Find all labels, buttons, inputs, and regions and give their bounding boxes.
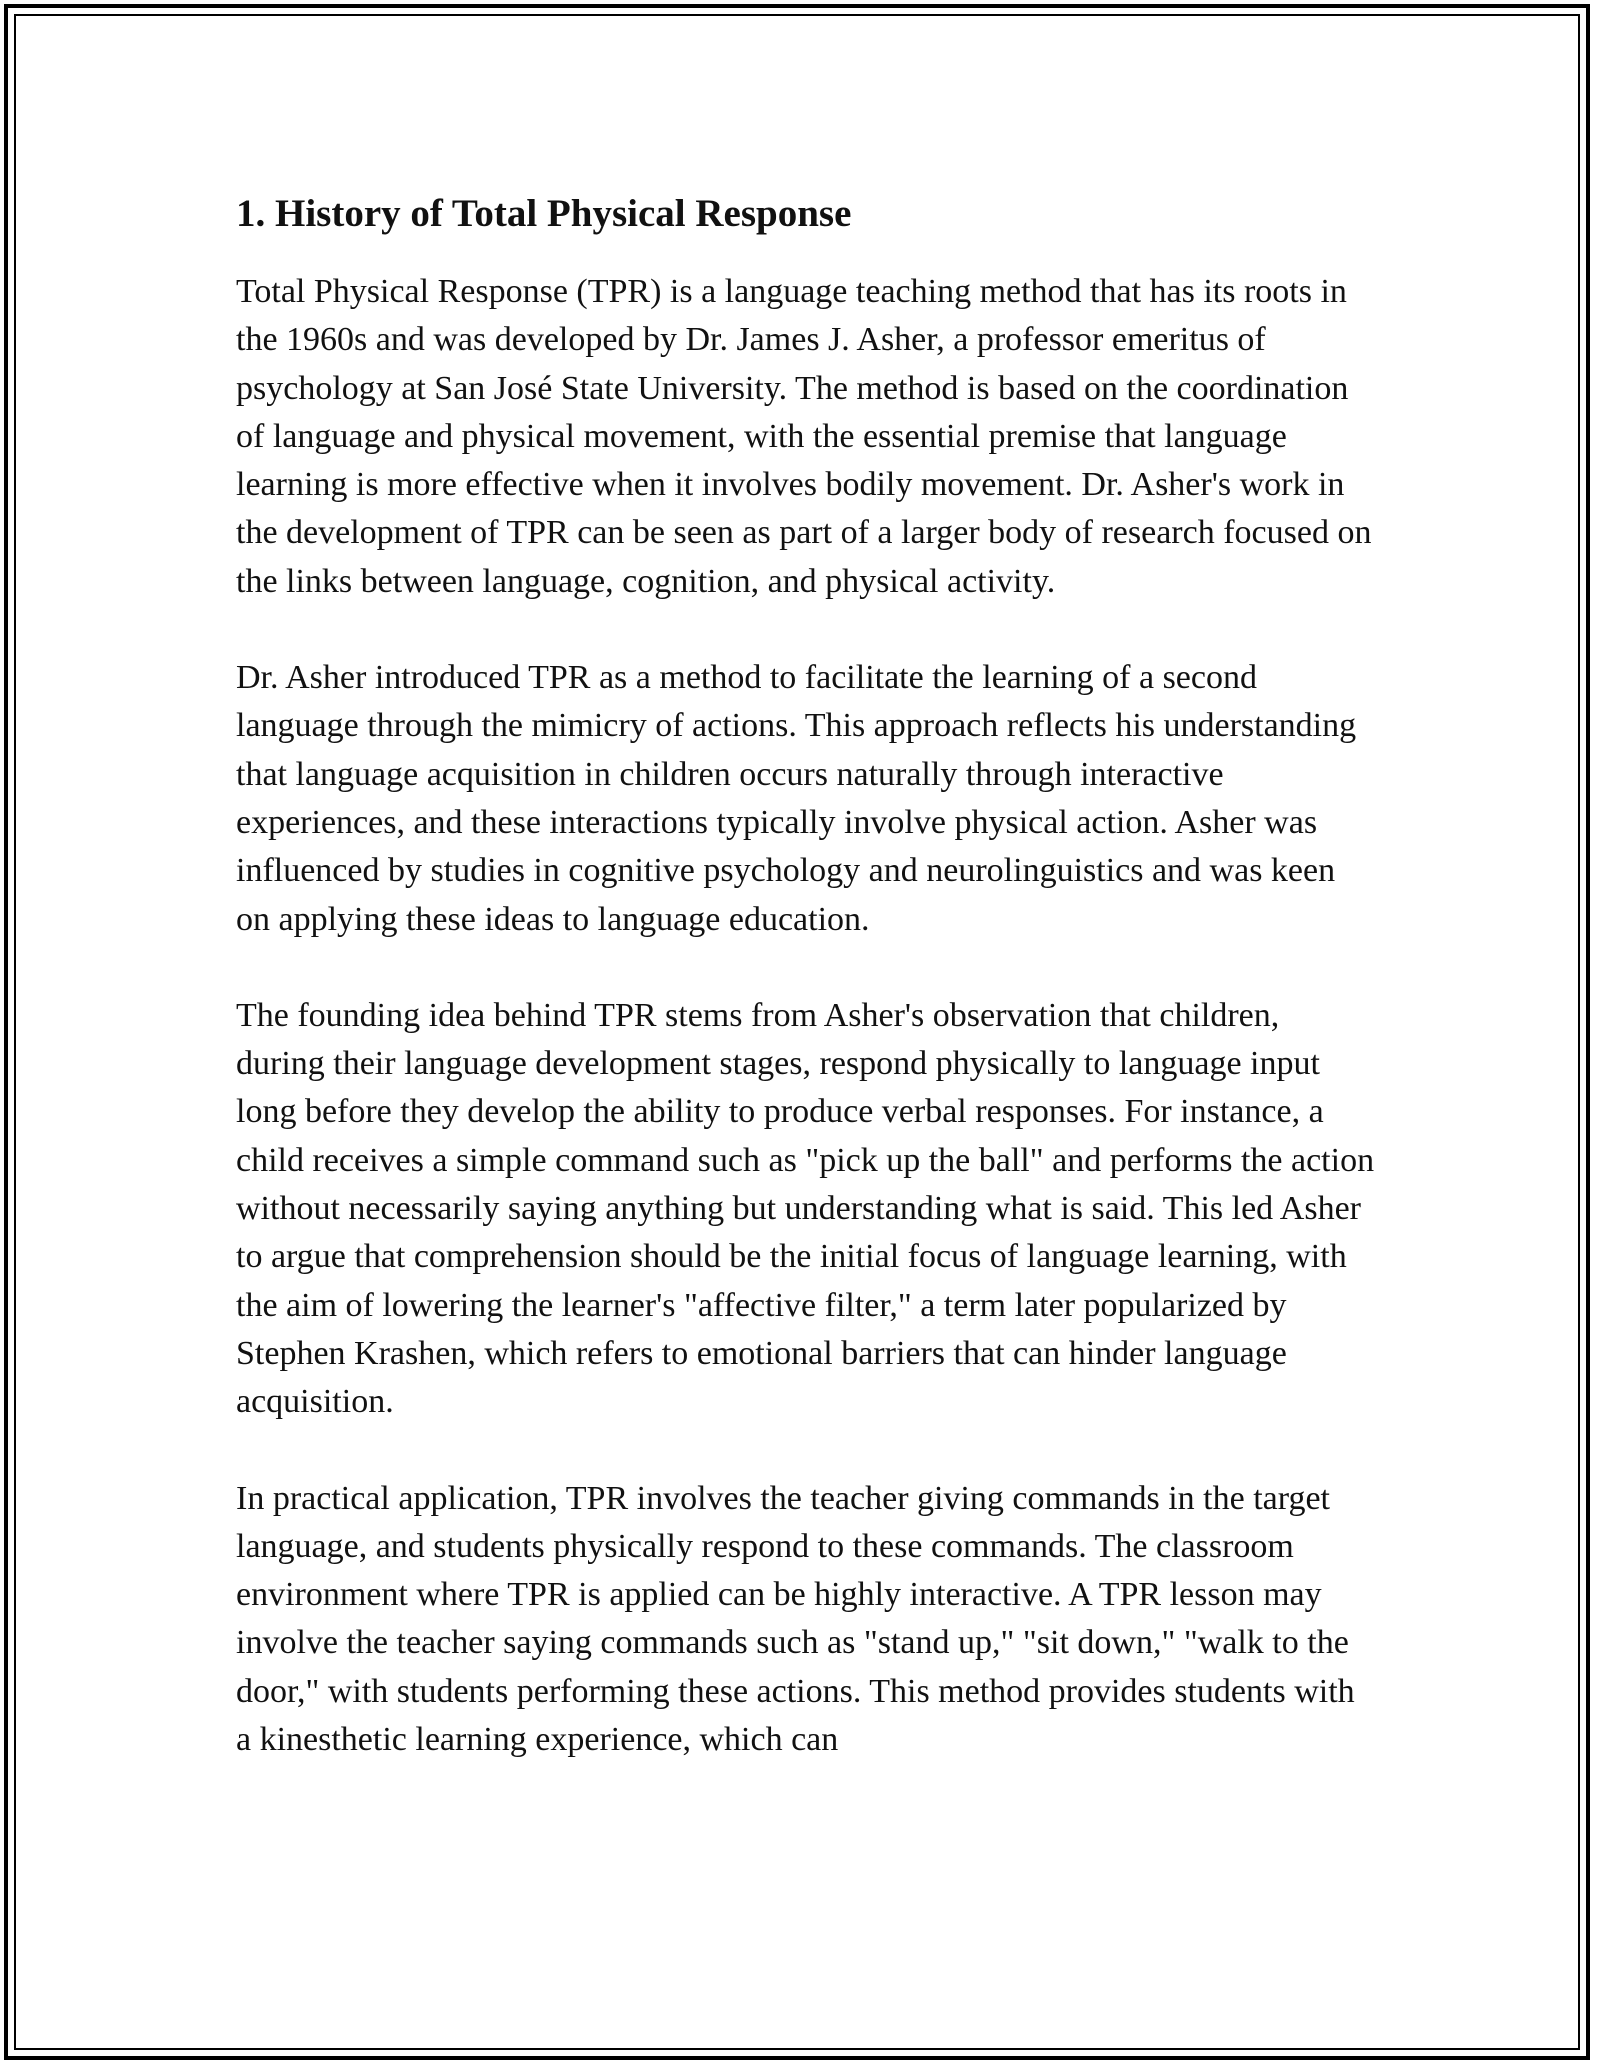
paragraph-2: Dr. Asher introduced TPR as a method to facilitate the learning of a second language through the mimicry of actions. This approach reflects his understanding that language acquisition in children occurs naturally through interactive experiences, and these interactions typically involve physical action. Asher was influenced by studies in cognitive psychology and neurolinguistics and was keen on applying these ideas to language education. [236,659,1357,938]
paragraph-3: The founding idea behind TPR stems from Asher's observation that children, during their language development stages, respond physically to language input long before they develop the ability to produce verbal responses. For instance, a child receives a simple command such as "pick up the ball" and performs the action without necessarily saying anything but understanding what is said. This led Asher to argue that comprehension should be the initial focus of language learning, with the aim of lowering the learner's "affective filter," a term later popularized by Stephen Krashen, which refers to emotional barriers that can hinder language acquisition. [236,996,1375,1421]
section-heading: 1. History of Total Physical Response [236,192,852,235]
document-body [236,186,1376,1764]
paragraph-4: In practical application, TPR involves the teacher giving commands in the target language, and students physically respond to these commands. The classroom environment where TPR is applied can be highly interactive. A TPR lesson may involve the teacher saying commands such as "stand up," "sit down," "walk to the door," with students performing these actions. This method provides students with a kinesthetic learning experience, which can [236,1479,1355,1759]
paragraph-1: Total Physical Response (TPR) is a language teaching method that has its roots in the 1960s and was developed by Dr. James J. Asher, a professor emeritus of psychology at San José State University. The method is based on the coordination of language and physical movement, with the essential premise that language learning is more effective when it involves bodily movement. Dr. Asher's work in the development of TPR can be seen as part of a larger body of research focused on the links between language, cognition, and physical activity. [236,273,1372,600]
